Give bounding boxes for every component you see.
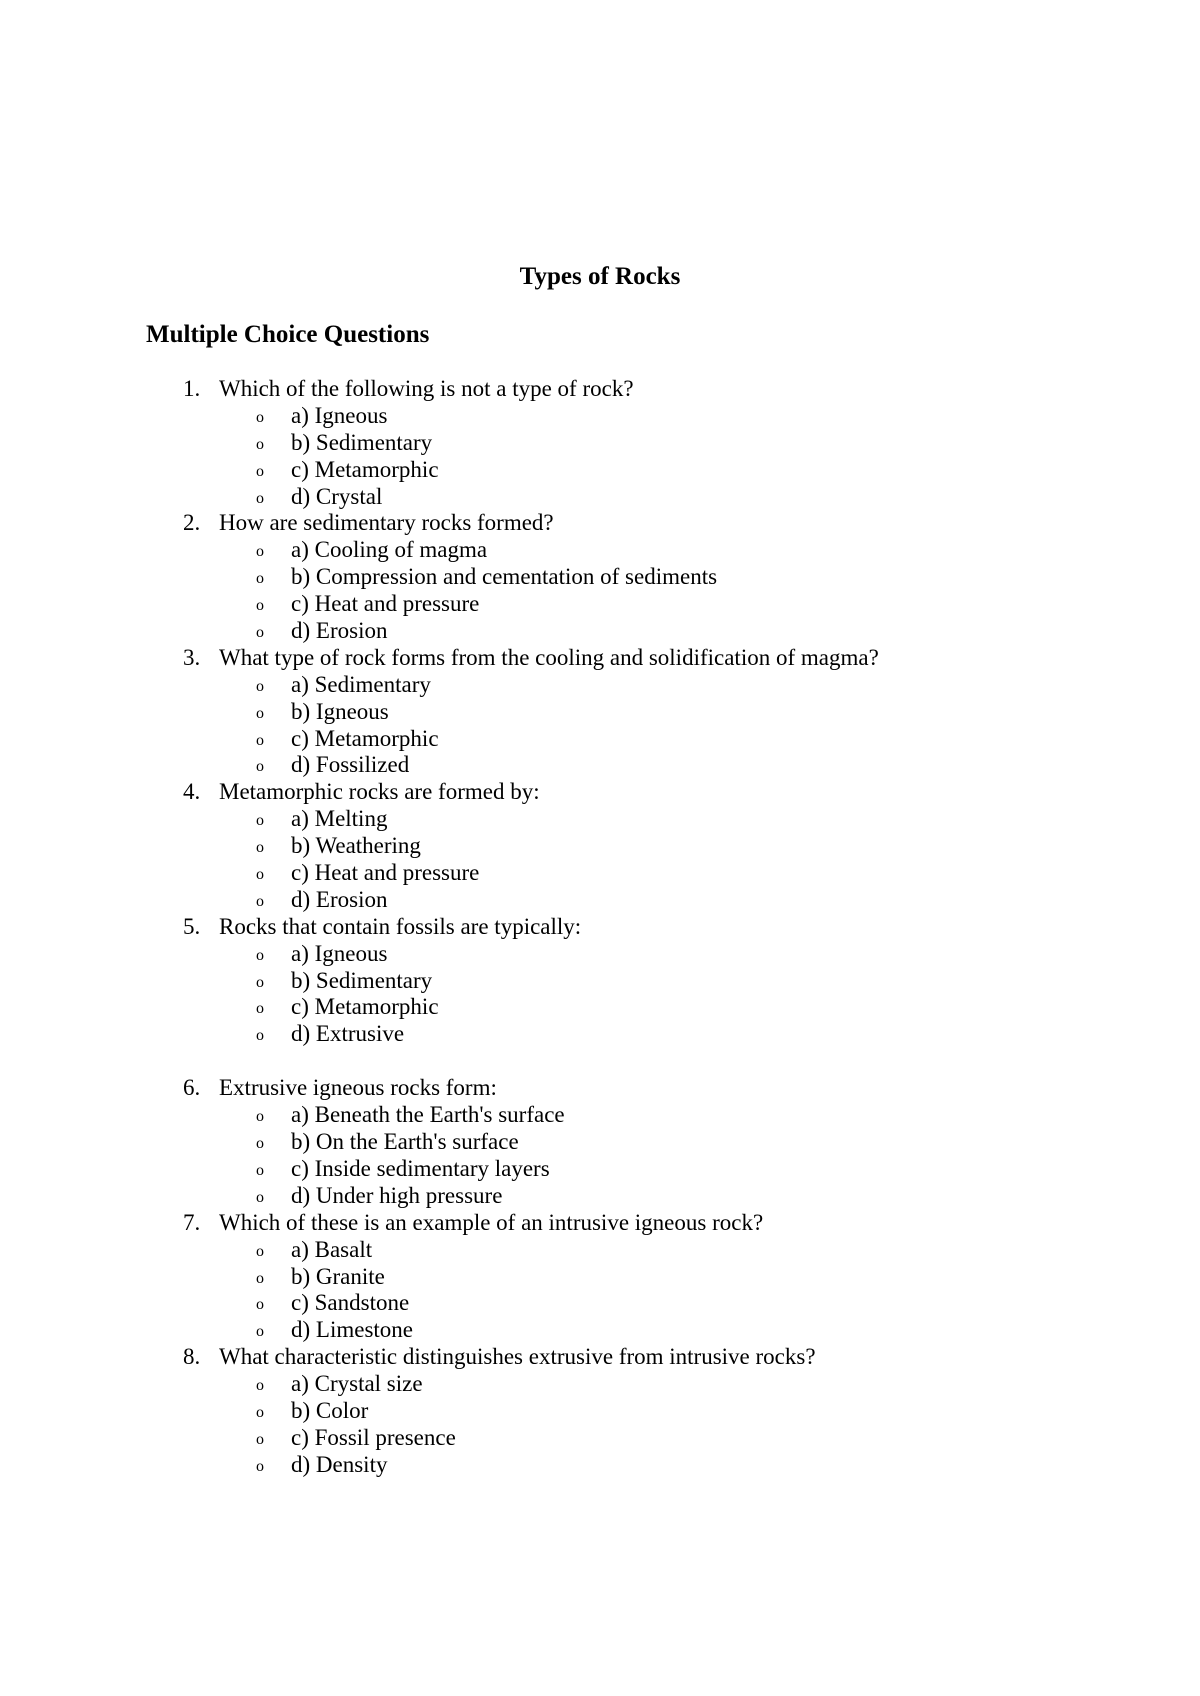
option-item	[0, 1398, 1200, 1425]
bullet-icon: o	[256, 1403, 264, 1421]
question-text: Rocks that contain fossils are typically:	[219, 913, 582, 939]
bullet-icon: o	[256, 731, 264, 749]
option-text: c) Fossil presence	[291, 1424, 456, 1450]
option-text: b) Compression and cementation of sediments	[291, 564, 718, 590]
option-item	[0, 1452, 1200, 1479]
option-item	[0, 403, 1200, 430]
option-item	[0, 618, 1200, 645]
option-text: b) Igneous	[291, 698, 389, 724]
question-item	[0, 779, 1200, 913]
option-item	[0, 1264, 1200, 1291]
bullet-icon: o	[256, 946, 264, 964]
question-item	[0, 1075, 1200, 1209]
option-text: b) Granite	[291, 1263, 385, 1289]
option-text: b) Sedimentary	[291, 967, 433, 993]
option-text: c) Heat and pressure	[291, 860, 480, 886]
option-text: b) Sedimentary	[291, 429, 433, 455]
option-item	[0, 833, 1200, 860]
option-text: d) Erosion	[291, 886, 388, 912]
bullet-icon: o	[256, 1430, 264, 1448]
question-number: 2.	[183, 510, 201, 536]
option-text: b) Weathering	[291, 833, 421, 859]
option-list	[0, 1102, 1200, 1210]
bullet-icon: o	[256, 462, 264, 480]
option-item	[0, 1425, 1200, 1452]
bullet-icon: o	[256, 677, 264, 695]
question-line	[0, 914, 1200, 941]
option-item	[0, 1129, 1200, 1156]
option-item	[0, 537, 1200, 564]
bullet-icon: o	[256, 1323, 264, 1341]
option-text: c) Metamorphic	[291, 725, 439, 751]
question-line	[0, 1344, 1200, 1371]
option-text: d) Limestone	[291, 1317, 413, 1343]
bullet-icon: o	[256, 1108, 264, 1126]
option-item	[0, 564, 1200, 591]
option-item	[0, 1290, 1200, 1317]
bullet-icon: o	[256, 892, 264, 910]
bullet-icon: o	[256, 973, 264, 991]
option-item	[0, 457, 1200, 484]
option-text: a) Melting	[291, 806, 388, 832]
option-list	[0, 1237, 1200, 1345]
option-text: b) On the Earth's surface	[291, 1129, 519, 1155]
bullet-icon: o	[256, 1296, 264, 1314]
bullet-icon: o	[256, 408, 264, 426]
option-item	[0, 1371, 1200, 1398]
question-text: What characteristic distinguishes extrusive from intrusive rocks?	[219, 1344, 816, 1370]
option-item	[0, 726, 1200, 753]
option-list	[0, 672, 1200, 780]
bullet-icon: o	[256, 1188, 264, 1206]
bullet-icon: o	[256, 1377, 264, 1395]
option-text: c) Inside sedimentary layers	[291, 1155, 550, 1181]
question-number: 1.	[183, 376, 201, 401]
option-list	[0, 806, 1200, 914]
bullet-icon: o	[256, 489, 264, 507]
option-text: a) Crystal size	[291, 1371, 423, 1397]
question-item	[0, 1210, 1200, 1344]
question-text: Which of the following is not a type of rock?	[219, 376, 634, 401]
bullet-icon: o	[256, 543, 264, 561]
option-text: d) Density	[291, 1451, 388, 1477]
question-line	[0, 645, 1200, 672]
option-text: d) Erosion	[291, 618, 388, 644]
option-text: b) Color	[291, 1397, 369, 1423]
option-text: d) Fossilized	[291, 752, 410, 778]
option-text: a) Sedimentary	[291, 671, 431, 697]
question-number: 4.	[183, 779, 201, 805]
question-item	[0, 1344, 1200, 1478]
option-text: d) Under high pressure	[291, 1182, 503, 1208]
question-line	[0, 1210, 1200, 1237]
question-line	[0, 1075, 1200, 1102]
option-item	[0, 1317, 1200, 1344]
option-text: a) Beneath the Earth's surface	[291, 1102, 565, 1128]
question-line	[0, 376, 1200, 403]
option-item	[0, 752, 1200, 779]
bullet-icon: o	[256, 704, 264, 722]
bullet-icon: o	[256, 839, 264, 857]
bullet-icon: o	[256, 1000, 264, 1018]
option-text: a) Igneous	[291, 402, 388, 428]
option-item	[0, 1156, 1200, 1183]
option-text: a) Basalt	[291, 1236, 373, 1262]
option-list	[0, 941, 1200, 1049]
bullet-icon: o	[256, 1027, 264, 1045]
option-item	[0, 994, 1200, 1021]
bullet-icon: o	[256, 1135, 264, 1153]
option-item	[0, 1183, 1200, 1210]
question-list	[0, 376, 1200, 1479]
question-item	[0, 645, 1200, 779]
option-text: c) Heat and pressure	[291, 591, 480, 617]
option-item	[0, 672, 1200, 699]
option-item	[0, 806, 1200, 833]
bullet-icon: o	[256, 597, 264, 615]
question-line	[0, 510, 1200, 537]
option-list	[0, 1371, 1200, 1479]
option-item	[0, 887, 1200, 914]
question-text: What type of rock forms from the cooling and solidification of magma?	[219, 644, 879, 670]
question-item	[0, 914, 1200, 1048]
option-item	[0, 1237, 1200, 1264]
question-number: 5.	[183, 913, 201, 939]
question-number: 3.	[183, 644, 201, 670]
bullet-icon: o	[256, 1269, 264, 1287]
option-item	[0, 860, 1200, 887]
bullet-icon: o	[256, 1242, 264, 1260]
option-item	[0, 1021, 1200, 1048]
question-text: Metamorphic rocks are formed by:	[219, 779, 540, 805]
question-text: Extrusive igneous rocks form:	[219, 1075, 497, 1101]
question-number: 6.	[183, 1075, 201, 1101]
section-heading: Multiple Choice Questions	[146, 321, 430, 348]
question-item	[0, 376, 1200, 510]
document-title: Types of Rocks	[519, 263, 681, 290]
option-list	[0, 403, 1200, 511]
bullet-icon: o	[256, 1161, 264, 1179]
bullet-icon: o	[256, 570, 264, 588]
option-item	[0, 591, 1200, 618]
question-line	[0, 779, 1200, 806]
option-text: c) Sandstone	[291, 1290, 410, 1316]
option-item	[0, 699, 1200, 726]
question-item	[0, 510, 1200, 644]
question-number: 7.	[183, 1209, 201, 1235]
bullet-icon: o	[256, 758, 264, 776]
option-item	[0, 430, 1200, 457]
bullet-icon: o	[256, 1457, 264, 1475]
option-text: c) Metamorphic	[291, 456, 439, 482]
option-text: d) Extrusive	[291, 1021, 405, 1047]
option-item	[0, 1102, 1200, 1129]
option-text: a) Cooling of magma	[291, 537, 488, 563]
option-list	[0, 537, 1200, 645]
option-text: d) Crystal	[291, 483, 383, 509]
bullet-icon: o	[256, 866, 264, 884]
option-item	[0, 968, 1200, 995]
bullet-icon: o	[256, 624, 264, 642]
question-text: How are sedimentary rocks formed?	[219, 510, 554, 536]
option-item	[0, 484, 1200, 511]
option-text: c) Metamorphic	[291, 994, 439, 1020]
bullet-icon: o	[256, 435, 264, 453]
question-text: Which of these is an example of an intrusive igneous rock?	[219, 1209, 764, 1235]
option-item	[0, 941, 1200, 968]
question-number: 8.	[183, 1344, 201, 1370]
option-text: a) Igneous	[291, 940, 388, 966]
bullet-icon: o	[256, 812, 264, 830]
